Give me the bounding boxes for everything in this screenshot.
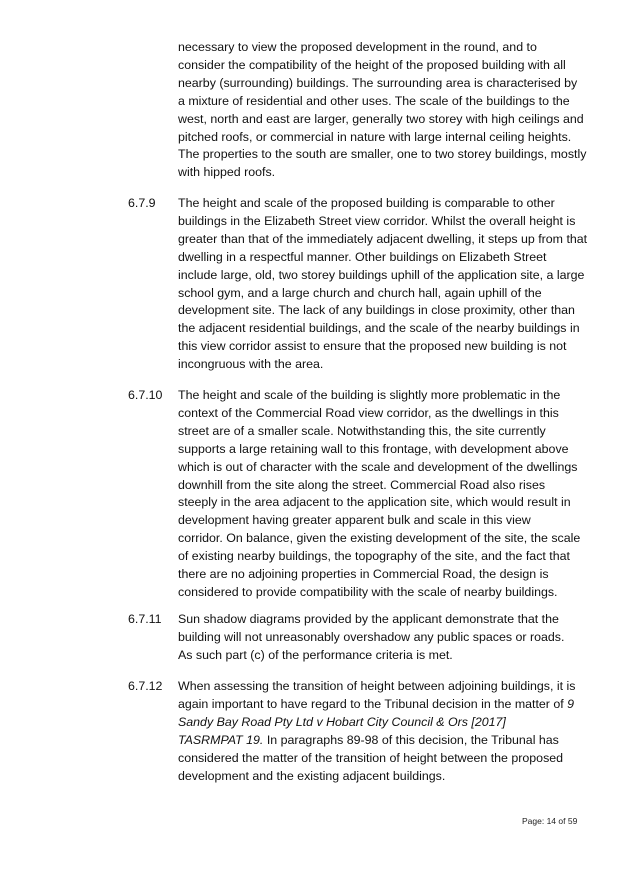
paragraph-line: development having greater apparent bulk and scale in this view xyxy=(178,513,531,528)
paragraph-number: 6.7.9 xyxy=(128,196,156,210)
paragraph-line: dwelling in a respectful manner. Other buildings on Elizabeth Street xyxy=(178,249,547,264)
intro-line: necessary to view the proposed development in the round, and to xyxy=(178,40,537,54)
paragraph-line: development and the existing adjacent buildings. xyxy=(178,768,446,783)
intro-paragraph xyxy=(178,39,587,182)
paragraph-line: street are of a smaller scale. Notwithstanding this, the site currently xyxy=(178,423,546,438)
case-citation: TASRMPAT 19. xyxy=(178,732,264,747)
paragraph-line: As such part (c) of the performance criteria is met. xyxy=(178,647,453,662)
paragraph-6-7-10 xyxy=(178,387,580,602)
line-text: In paragraphs 89-98 of this decision, the Tribunal has xyxy=(263,732,559,747)
paragraph-line: incongruous with the area. xyxy=(178,357,324,372)
paragraph-line: greater than that of the immediately adjacent dwelling, it steps up from that xyxy=(178,231,588,246)
intro-line: with hipped roofs. xyxy=(178,165,276,180)
paragraph-line: supports a large retaining wall to this frontage, with development above xyxy=(178,441,569,456)
paragraph-line: school gym, and a large church and church hall, again uphill of the xyxy=(178,285,542,300)
paragraph-number: 6.7.11 xyxy=(128,612,162,626)
paragraph-line: steeply in the area adjacent to the application site, which would result in xyxy=(178,495,571,510)
paragraph-line: corridor. On balance, given the existing development of the site, the scale xyxy=(178,531,581,546)
intro-line: west, north and east are larger, generally two storey with high ceilings and xyxy=(178,111,584,126)
paragraph-line: When assessing the transition of height between adjoining buildings, it is xyxy=(178,679,576,693)
paragraph-line: of existing nearby buildings, the topography of the site, and the fact that xyxy=(178,549,570,564)
line-text: again important to have regard to the Tribunal decision in the matter of xyxy=(178,696,568,711)
paragraph-number: 6.7.10 xyxy=(128,388,163,402)
paragraph-line: The height and scale of the building is slightly more problematic in the xyxy=(178,388,561,402)
paragraph-line: considered to provide compatibility with the scale of nearby buildings. xyxy=(178,584,558,599)
paragraph-line: the adjacent residential buildings, and the scale of the nearby buildings in xyxy=(178,321,580,336)
paragraph-line: building will not unreasonably overshadow any public spaces or roads. xyxy=(178,629,565,644)
intro-line: The properties to the south are smaller, one to two storey buildings, mostly xyxy=(178,147,587,162)
paragraph-line: development site. The lack of any buildings in close proximity, other than xyxy=(178,303,575,318)
case-citation: Sandy Bay Road Pty Ltd v Hobart City Council & Ors [2017] xyxy=(178,714,506,729)
intro-line: pitched roofs, or commercial in nature with large internal ceiling heights. xyxy=(178,129,572,144)
paragraph-6-7-9 xyxy=(178,195,588,374)
intro-line: nearby (surrounding) buildings. The surrounding area is characterised by xyxy=(178,75,578,90)
paragraph-6-7-12 xyxy=(178,678,580,785)
paragraph-line: which is out of character with the scale and development of the dwellings xyxy=(178,459,578,474)
paragraph-line xyxy=(178,732,580,750)
paragraph-line: buildings in the Elizabeth Street view corridor. Whilst the overall height is xyxy=(178,213,576,228)
paragraph-line xyxy=(178,696,580,714)
paragraph-line: Sun shadow diagrams provided by the applicant demonstrate that the xyxy=(178,612,559,626)
intro-line: consider the compatibility of the height of the proposed building with all xyxy=(178,57,566,72)
paragraph-number: 6.7.12 xyxy=(128,679,163,693)
paragraph-line: context of the Commercial Road view corridor, as the dwellings in this xyxy=(178,405,559,420)
case-citation: 9 xyxy=(567,696,575,711)
paragraph-line: considered the matter of the transition of height between the proposed xyxy=(178,750,564,765)
paragraph-line: this view corridor assist to ensure that the proposed new building is not xyxy=(178,339,567,354)
intro-line: a mixture of residential and other uses. The scale of the buildings to the xyxy=(178,93,570,108)
paragraph-line: The height and scale of the proposed building is comparable to other xyxy=(178,196,555,210)
page-number: Page: 14 of 59 xyxy=(522,816,578,826)
paragraph-line: include large, old, two storey buildings uphill of the application site, a large xyxy=(178,267,585,282)
paragraph-6-7-11 xyxy=(178,611,580,665)
paragraph-line: there are no adjoining properties in Commercial Road, the design is xyxy=(178,567,549,582)
paragraph-line: downhill from the site along the street. Commercial Road also rises xyxy=(178,477,546,492)
